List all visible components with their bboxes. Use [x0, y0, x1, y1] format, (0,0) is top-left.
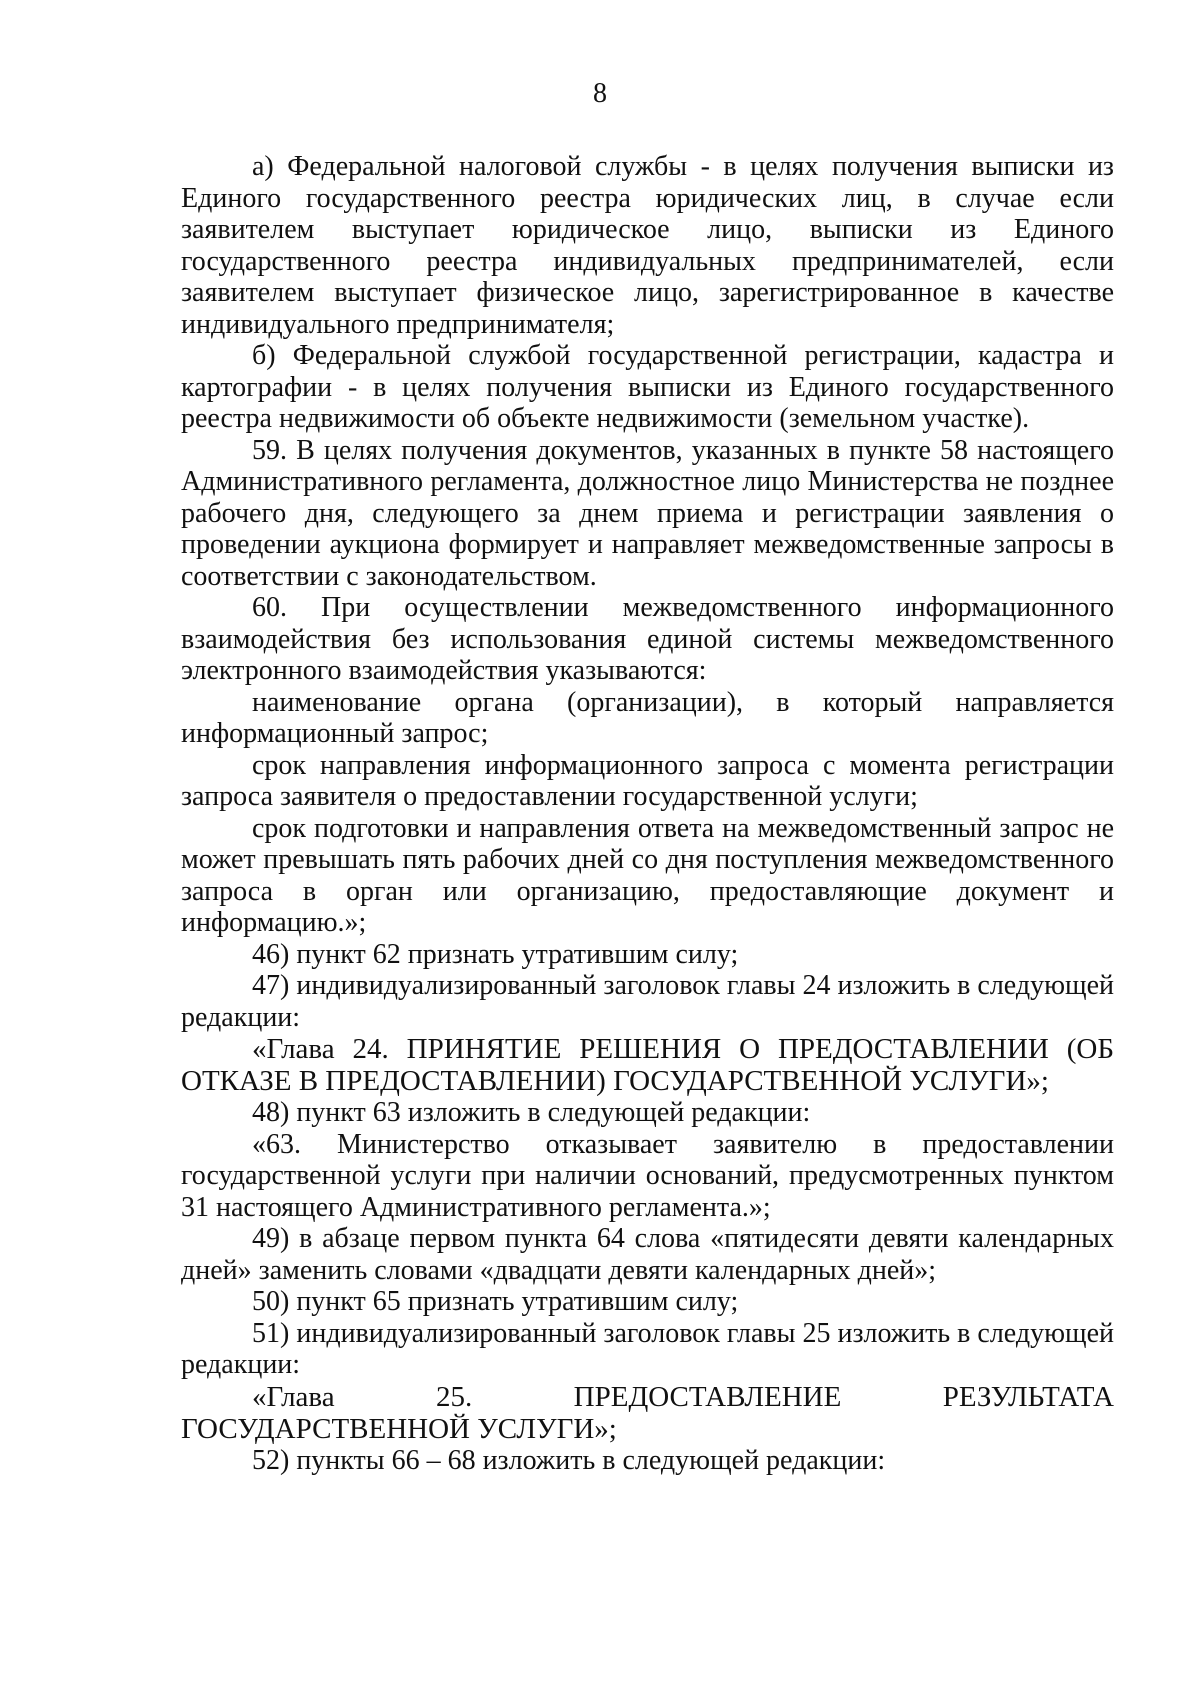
paragraph-60: 60. При осуществлении межведомственного информационного взаимодействия без использования единой системы межведомственного электронного взаимодействия указываются: [181, 592, 1114, 686]
paragraph-59: 59. В целях получения документов, указанных в пункте 58 настоящего Административного регламента, должностное лицо Министерства не позднее рабочего дня, следующего за днем приема и регистрации заявления о проведении аукциона формирует и направляет межведомственные запросы в соответствии с законодательством. [181, 434, 1114, 592]
chapter-25-heading: «Глава 25. ПРЕДОСТАВЛЕНИЕ РЕЗУЛЬТАТА ГОСУДАРСТВЕННОЙ УСЛУГИ»; [181, 1380, 1114, 1445]
paragraph-a-tax-service: а) Федеральной налоговой службы - в целях получения выписки из Единого государственного реестра юридических лиц, в случае если заявителем выступает юридическое лицо, выписки из Единого государственного реестра индивидуальных предпринимателей, если заявителем выступает физическое лицо, зарегистрированное в качестве индивидуального предпринимателя; [181, 151, 1114, 340]
paragraph-request-deadline: срок направления информационного запроса с момента регистрации запроса заявителя о предоставлении государственной услуги; [181, 749, 1114, 812]
paragraph-63: «63. Министерство отказывает заявителю в предоставлении государственной услуги при наличии оснований, предусмотренных пунктом 31 настоящего Административного регламента.»; [181, 1128, 1114, 1223]
paragraph-item-49: 49) в абзаце первом пункта 64 слова «пятидесяти девяти календарных дней» заменить словами «двадцати девяти календарных дней»; [181, 1223, 1114, 1286]
paragraph-item-51: 51) индивидуализированный заголовок главы 25 изложить в следующей редакции: [181, 1317, 1114, 1380]
paragraph-response-deadline: срок подготовки и направления ответа на межведомственный запрос не может превышать пять рабочих дней со дня поступления межведомственного запроса в орган или организацию, предоставляющие документ и информацию.»; [181, 812, 1114, 938]
paragraph-organ-name: наименование органа (организации), в который направляется информационный запрос; [181, 686, 1114, 749]
chapter-24-heading: «Глава 24. ПРИНЯТИЕ РЕШЕНИЯ О ПРЕДОСТАВЛЕНИИ (ОБ ОТКАЗЕ В ПРЕДОСТАВЛЕНИИ) ГОСУДАРСТВЕННОЙ УСЛУГИ»; [181, 1033, 1114, 1097]
paragraph-item-50: 50) пункт 65 признать утратившим силу; [252, 1286, 739, 1317]
paragraph-item-46: 46) пункт 62 признать утратившим силу; [252, 938, 739, 970]
page-number: 8 [593, 78, 607, 109]
paragraph-item-52: 52) пункты 66 – 68 изложить в следующей редакции: [252, 1444, 886, 1476]
document-body [181, 151, 1114, 1476]
paragraph-item-47: 47) индивидуализированный заголовок главы 24 изложить в следующей редакции: [181, 970, 1114, 1033]
paragraph-item-48: 48) пункт 63 изложить в следующей редакции: [252, 1097, 811, 1128]
paragraph-b-registration-service: б) Федеральной службой государственной регистрации, кадастра и картографии - в целях получения выписки из Единого государственного реестра недвижимости об объекте недвижимости (земельном участке). [181, 340, 1114, 434]
